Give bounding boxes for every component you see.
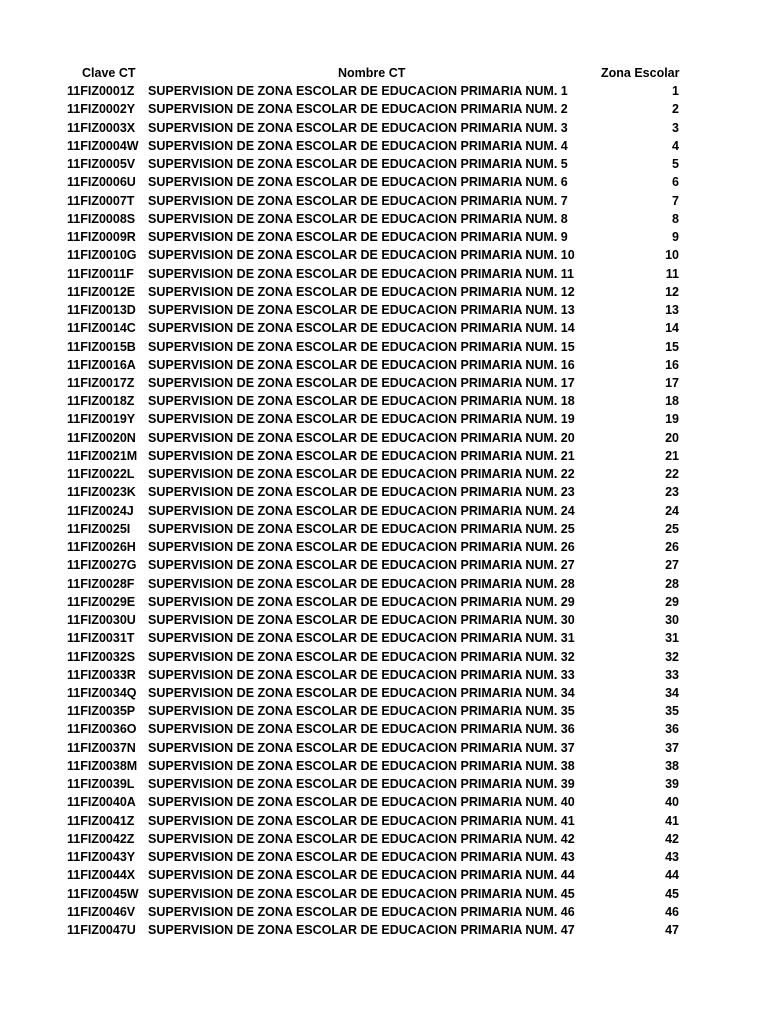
cell-nombre-ct: SUPERVISION DE ZONA ESCOLAR DE EDUCACION PRIMARIA NUM. 27	[148, 558, 575, 573]
cell-clave-ct: 11FIZ0025I	[67, 521, 131, 536]
cell-nombre-ct: SUPERVISION DE ZONA ESCOLAR DE EDUCACION PRIMARIA NUM. 44	[148, 868, 575, 883]
cell-zona-escolar: 10	[665, 248, 679, 263]
table-row	[0, 538, 768, 556]
cell-zona-escolar: 44	[665, 868, 679, 883]
table-row	[0, 374, 768, 392]
cell-clave-ct: 11FIZ0023K	[67, 485, 136, 500]
cell-clave-ct: 11FIZ0005V	[67, 157, 136, 172]
cell-nombre-ct: SUPERVISION DE ZONA ESCOLAR DE EDUCACION PRIMARIA NUM. 31	[148, 631, 575, 646]
cell-clave-ct: 11FIZ0029E	[67, 594, 136, 609]
cell-clave-ct: 11FIZ0013D	[67, 303, 136, 318]
cell-nombre-ct: SUPERVISION DE ZONA ESCOLAR DE EDUCACION PRIMARIA NUM. 40	[148, 795, 575, 810]
cell-zona-escolar: 21	[665, 448, 679, 463]
cell-clave-ct: 11FIZ0026H	[67, 540, 136, 555]
table-row	[0, 793, 768, 811]
table-row	[0, 702, 768, 720]
cell-clave-ct: 11FIZ0031T	[67, 631, 135, 646]
cell-nombre-ct: SUPERVISION DE ZONA ESCOLAR DE EDUCACION PRIMARIA NUM. 13	[148, 303, 575, 318]
cell-nombre-ct: SUPERVISION DE ZONA ESCOLAR DE EDUCACION PRIMARIA NUM. 2	[148, 102, 568, 117]
cell-nombre-ct: SUPERVISION DE ZONA ESCOLAR DE EDUCACION PRIMARIA NUM. 20	[148, 430, 575, 445]
cell-clave-ct: 11FIZ0030U	[67, 613, 136, 628]
header-row	[0, 64, 768, 82]
cell-clave-ct: 11FIZ0001Z	[67, 84, 135, 99]
header-nombre-ct: Nombre CT	[338, 66, 406, 80]
cell-nombre-ct: SUPERVISION DE ZONA ESCOLAR DE EDUCACION PRIMARIA NUM. 25	[148, 521, 575, 536]
cell-zona-escolar: 8	[672, 211, 679, 226]
cell-zona-escolar: 14	[665, 321, 679, 336]
table-row	[0, 410, 768, 428]
table-row	[0, 319, 768, 337]
cell-clave-ct: 11FIZ0003X	[67, 120, 136, 135]
cell-nombre-ct: SUPERVISION DE ZONA ESCOLAR DE EDUCACION PRIMARIA NUM. 34	[148, 685, 575, 700]
table-row	[0, 684, 768, 702]
cell-clave-ct: 11FIZ0017Z	[67, 375, 135, 390]
cell-zona-escolar: 22	[665, 467, 679, 482]
cell-clave-ct: 11FIZ0011F	[67, 266, 134, 281]
cell-nombre-ct: SUPERVISION DE ZONA ESCOLAR DE EDUCACION PRIMARIA NUM. 12	[148, 284, 575, 299]
cell-nombre-ct: SUPERVISION DE ZONA ESCOLAR DE EDUCACION PRIMARIA NUM. 19	[148, 412, 575, 427]
table-row	[0, 830, 768, 848]
cell-nombre-ct: SUPERVISION DE ZONA ESCOLAR DE EDUCACION PRIMARIA NUM. 23	[148, 485, 575, 500]
table-row	[0, 429, 768, 447]
cell-zona-escolar: 2	[672, 102, 679, 117]
cell-zona-escolar: 11	[665, 266, 679, 281]
cell-clave-ct: 11FIZ0028F	[67, 576, 135, 591]
cell-zona-escolar: 23	[665, 485, 679, 500]
cell-zona-escolar: 3	[672, 120, 679, 135]
cell-clave-ct: 11FIZ0036O	[67, 722, 137, 737]
table-row	[0, 465, 768, 483]
cell-zona-escolar: 20	[665, 430, 679, 445]
cell-nombre-ct: SUPERVISION DE ZONA ESCOLAR DE EDUCACION PRIMARIA NUM. 42	[148, 831, 575, 846]
table-row	[0, 173, 768, 191]
cell-clave-ct: 11FIZ0022L	[67, 467, 135, 482]
cell-zona-escolar: 26	[665, 540, 679, 555]
cell-clave-ct: 11FIZ0039L	[67, 777, 135, 792]
table-row	[0, 338, 768, 356]
cell-zona-escolar: 25	[665, 521, 679, 536]
cell-zona-escolar: 42	[665, 831, 679, 846]
cell-clave-ct: 11FIZ0040A	[67, 795, 136, 810]
table-row	[0, 611, 768, 629]
cell-nombre-ct: SUPERVISION DE ZONA ESCOLAR DE EDUCACION PRIMARIA NUM. 29	[148, 594, 575, 609]
table-row	[0, 246, 768, 264]
cell-clave-ct: 11FIZ0044X	[67, 868, 136, 883]
cell-clave-ct: 11FIZ0045W	[67, 886, 139, 901]
cell-clave-ct: 11FIZ0018Z	[67, 394, 135, 409]
table-row	[0, 903, 768, 921]
cell-zona-escolar: 47	[665, 923, 679, 938]
table-row	[0, 739, 768, 757]
cell-zona-escolar: 18	[665, 394, 679, 409]
cell-zona-escolar: 1	[672, 84, 679, 99]
cell-clave-ct: 11FIZ0038M	[67, 758, 138, 773]
table-row	[0, 392, 768, 410]
table-row	[0, 483, 768, 501]
cell-clave-ct: 11FIZ0006U	[67, 175, 136, 190]
cell-clave-ct: 11FIZ0007T	[67, 193, 135, 208]
table-row	[0, 520, 768, 538]
table-row	[0, 885, 768, 903]
cell-nombre-ct: SUPERVISION DE ZONA ESCOLAR DE EDUCACION PRIMARIA NUM. 37	[148, 740, 575, 755]
cell-nombre-ct: SUPERVISION DE ZONA ESCOLAR DE EDUCACION PRIMARIA NUM. 30	[148, 613, 575, 628]
cell-zona-escolar: 39	[665, 777, 679, 792]
table-row	[0, 119, 768, 137]
cell-nombre-ct: SUPERVISION DE ZONA ESCOLAR DE EDUCACION PRIMARIA NUM. 1	[148, 84, 568, 99]
data-table	[0, 64, 768, 939]
cell-zona-escolar: 17	[665, 375, 679, 390]
cell-zona-escolar: 30	[665, 613, 679, 628]
table-row	[0, 629, 768, 647]
cell-zona-escolar: 46	[665, 904, 679, 919]
table-row	[0, 301, 768, 319]
cell-clave-ct: 11FIZ0027G	[67, 558, 137, 573]
table-row	[0, 866, 768, 884]
cell-zona-escolar: 12	[665, 284, 679, 299]
cell-clave-ct: 11FIZ0009R	[67, 230, 136, 245]
cell-nombre-ct: SUPERVISION DE ZONA ESCOLAR DE EDUCACION PRIMARIA NUM. 10	[148, 248, 575, 263]
cell-zona-escolar: 31	[665, 631, 679, 646]
table-row	[0, 228, 768, 246]
cell-nombre-ct: SUPERVISION DE ZONA ESCOLAR DE EDUCACION PRIMARIA NUM. 3	[148, 120, 568, 135]
cell-zona-escolar: 9	[672, 230, 679, 245]
cell-zona-escolar: 34	[665, 685, 679, 700]
table-row	[0, 265, 768, 283]
cell-zona-escolar: 43	[665, 850, 679, 865]
cell-zona-escolar: 19	[665, 412, 679, 427]
cell-clave-ct: 11FIZ0002Y	[67, 102, 136, 117]
cell-nombre-ct: SUPERVISION DE ZONA ESCOLAR DE EDUCACION PRIMARIA NUM. 8	[148, 211, 568, 226]
table-row	[0, 921, 768, 939]
header-clave-ct: Clave CT	[82, 66, 136, 80]
table-row	[0, 720, 768, 738]
table-row	[0, 775, 768, 793]
cell-nombre-ct: SUPERVISION DE ZONA ESCOLAR DE EDUCACION PRIMARIA NUM. 21	[148, 448, 575, 463]
cell-clave-ct: 11FIZ0043Y	[67, 850, 136, 865]
cell-clave-ct: 11FIZ0008S	[67, 211, 136, 226]
cell-zona-escolar: 41	[665, 813, 679, 828]
cell-nombre-ct: SUPERVISION DE ZONA ESCOLAR DE EDUCACION PRIMARIA NUM. 45	[148, 886, 575, 901]
header-zona-escolar: Zona Escolar	[601, 66, 680, 80]
cell-nombre-ct: SUPERVISION DE ZONA ESCOLAR DE EDUCACION PRIMARIA NUM. 33	[148, 667, 575, 682]
cell-nombre-ct: SUPERVISION DE ZONA ESCOLAR DE EDUCACION PRIMARIA NUM. 6	[148, 175, 568, 190]
cell-clave-ct: 11FIZ0032S	[67, 649, 136, 664]
table-body	[0, 82, 768, 939]
cell-zona-escolar: 4	[672, 138, 679, 153]
cell-nombre-ct: SUPERVISION DE ZONA ESCOLAR DE EDUCACION PRIMARIA NUM. 24	[148, 503, 575, 518]
table-row	[0, 757, 768, 775]
cell-clave-ct: 11FIZ0024J	[67, 503, 134, 518]
cell-nombre-ct: SUPERVISION DE ZONA ESCOLAR DE EDUCACION PRIMARIA NUM. 38	[148, 758, 575, 773]
table-row	[0, 82, 768, 100]
cell-clave-ct: 11FIZ0015B	[67, 339, 136, 354]
cell-clave-ct: 11FIZ0016A	[67, 357, 136, 372]
cell-zona-escolar: 32	[665, 649, 679, 664]
cell-clave-ct: 11FIZ0004W	[67, 138, 139, 153]
cell-nombre-ct: SUPERVISION DE ZONA ESCOLAR DE EDUCACION PRIMARIA NUM. 9	[148, 230, 568, 245]
cell-nombre-ct: SUPERVISION DE ZONA ESCOLAR DE EDUCACION PRIMARIA NUM. 39	[148, 777, 575, 792]
cell-clave-ct: 11FIZ0047U	[67, 923, 136, 938]
cell-zona-escolar: 27	[665, 558, 679, 573]
cell-clave-ct: 11FIZ0019Y	[67, 412, 136, 427]
cell-nombre-ct: SUPERVISION DE ZONA ESCOLAR DE EDUCACION PRIMARIA NUM. 46	[148, 904, 575, 919]
cell-zona-escolar: 7	[672, 193, 679, 208]
table-row	[0, 502, 768, 520]
table-row	[0, 575, 768, 593]
cell-nombre-ct: SUPERVISION DE ZONA ESCOLAR DE EDUCACION PRIMARIA NUM. 36	[148, 722, 575, 737]
cell-nombre-ct: SUPERVISION DE ZONA ESCOLAR DE EDUCACION PRIMARIA NUM. 18	[148, 394, 575, 409]
cell-zona-escolar: 40	[665, 795, 679, 810]
table-row	[0, 848, 768, 866]
table-row	[0, 210, 768, 228]
table-row	[0, 593, 768, 611]
cell-zona-escolar: 35	[665, 704, 679, 719]
cell-zona-escolar: 24	[665, 503, 679, 518]
cell-nombre-ct: SUPERVISION DE ZONA ESCOLAR DE EDUCACION PRIMARIA NUM. 47	[148, 923, 575, 938]
cell-zona-escolar: 33	[665, 667, 679, 682]
cell-nombre-ct: SUPERVISION DE ZONA ESCOLAR DE EDUCACION PRIMARIA NUM. 26	[148, 540, 575, 555]
cell-nombre-ct: SUPERVISION DE ZONA ESCOLAR DE EDUCACION PRIMARIA NUM. 35	[148, 704, 575, 719]
cell-zona-escolar: 13	[665, 303, 679, 318]
cell-nombre-ct: SUPERVISION DE ZONA ESCOLAR DE EDUCACION PRIMARIA NUM. 41	[148, 813, 575, 828]
table-row	[0, 648, 768, 666]
cell-zona-escolar: 38	[665, 758, 679, 773]
table-row	[0, 812, 768, 830]
table-row	[0, 356, 768, 374]
cell-clave-ct: 11FIZ0034Q	[67, 685, 137, 700]
cell-nombre-ct: SUPERVISION DE ZONA ESCOLAR DE EDUCACION PRIMARIA NUM. 16	[148, 357, 575, 372]
cell-zona-escolar: 15	[665, 339, 679, 354]
table-row	[0, 556, 768, 574]
cell-clave-ct: 11FIZ0020N	[67, 430, 136, 445]
table-row	[0, 100, 768, 118]
table-row	[0, 155, 768, 173]
cell-clave-ct: 11FIZ0035P	[67, 704, 136, 719]
cell-nombre-ct: SUPERVISION DE ZONA ESCOLAR DE EDUCACION PRIMARIA NUM. 28	[148, 576, 575, 591]
table-row	[0, 192, 768, 210]
cell-zona-escolar: 6	[672, 175, 679, 190]
cell-nombre-ct: SUPERVISION DE ZONA ESCOLAR DE EDUCACION PRIMARIA NUM. 4	[148, 138, 568, 153]
cell-clave-ct: 11FIZ0021M	[67, 448, 138, 463]
cell-nombre-ct: SUPERVISION DE ZONA ESCOLAR DE EDUCACION PRIMARIA NUM. 17	[148, 375, 575, 390]
cell-nombre-ct: SUPERVISION DE ZONA ESCOLAR DE EDUCACION PRIMARIA NUM. 5	[148, 157, 568, 172]
cell-clave-ct: 11FIZ0046V	[67, 904, 136, 919]
cell-nombre-ct: SUPERVISION DE ZONA ESCOLAR DE EDUCACION PRIMARIA NUM. 15	[148, 339, 575, 354]
cell-nombre-ct: SUPERVISION DE ZONA ESCOLAR DE EDUCACION PRIMARIA NUM. 11	[148, 266, 574, 281]
cell-nombre-ct: SUPERVISION DE ZONA ESCOLAR DE EDUCACION PRIMARIA NUM. 7	[148, 193, 568, 208]
cell-zona-escolar: 45	[665, 886, 679, 901]
table-row	[0, 137, 768, 155]
table-row	[0, 447, 768, 465]
cell-clave-ct: 11FIZ0041Z	[67, 813, 135, 828]
cell-zona-escolar: 36	[665, 722, 679, 737]
cell-clave-ct: 11FIZ0010G	[67, 248, 137, 263]
cell-zona-escolar: 16	[665, 357, 679, 372]
cell-zona-escolar: 37	[665, 740, 679, 755]
cell-clave-ct: 11FIZ0014C	[67, 321, 136, 336]
cell-nombre-ct: SUPERVISION DE ZONA ESCOLAR DE EDUCACION PRIMARIA NUM. 22	[148, 467, 575, 482]
cell-nombre-ct: SUPERVISION DE ZONA ESCOLAR DE EDUCACION PRIMARIA NUM. 14	[148, 321, 575, 336]
cell-nombre-ct: SUPERVISION DE ZONA ESCOLAR DE EDUCACION PRIMARIA NUM. 32	[148, 649, 575, 664]
cell-clave-ct: 11FIZ0012E	[67, 284, 136, 299]
cell-zona-escolar: 5	[672, 157, 679, 172]
cell-clave-ct: 11FIZ0033R	[67, 667, 136, 682]
cell-clave-ct: 11FIZ0037N	[67, 740, 136, 755]
cell-clave-ct: 11FIZ0042Z	[67, 831, 135, 846]
cell-zona-escolar: 28	[665, 576, 679, 591]
cell-zona-escolar: 29	[665, 594, 679, 609]
cell-nombre-ct: SUPERVISION DE ZONA ESCOLAR DE EDUCACION PRIMARIA NUM. 43	[148, 850, 575, 865]
table-row	[0, 666, 768, 684]
table-row	[0, 283, 768, 301]
